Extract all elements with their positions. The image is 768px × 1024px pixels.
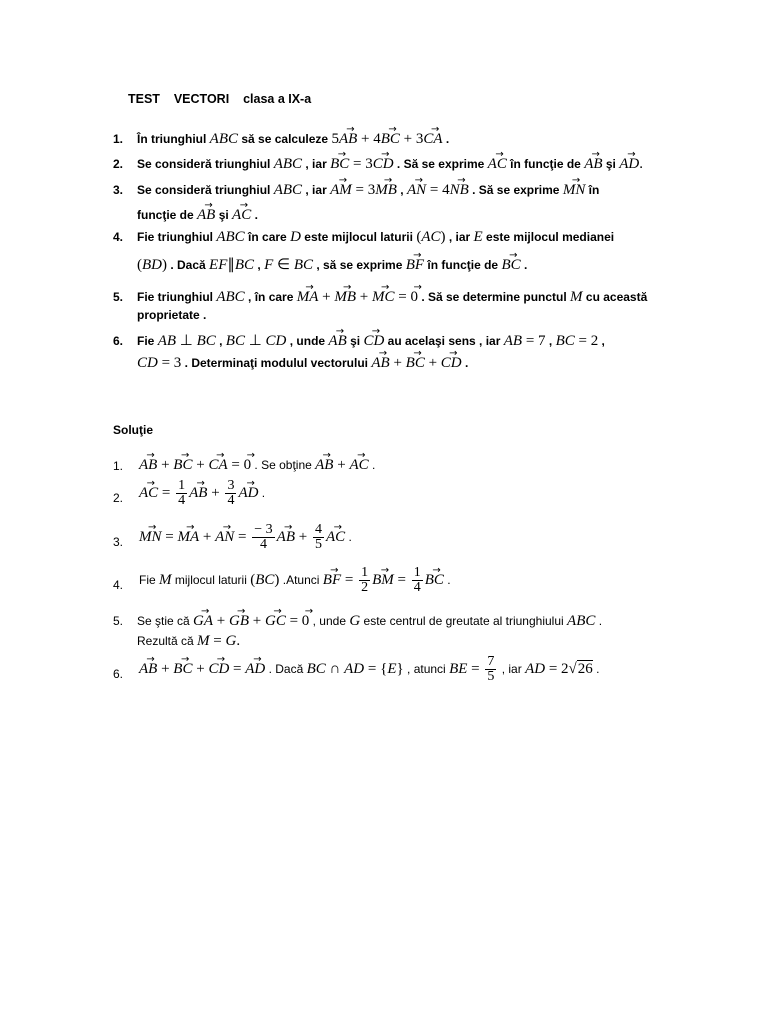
math-abc: ABC	[273, 156, 303, 172]
math-expression: → BC = 3→ CD	[330, 156, 393, 172]
problem-3-number: 3.	[113, 183, 124, 197]
math-m: M	[159, 572, 172, 588]
math-expression: BC ⊥ CD	[225, 333, 287, 349]
math-vector-ac: → AC	[488, 155, 507, 173]
math-abc: ABC	[216, 229, 245, 245]
problem-4-text: ,	[257, 258, 261, 272]
math-vector-cd: → CD	[363, 332, 384, 350]
problem-3-text: .	[254, 208, 258, 222]
problem-3-text: Se consideră triunghiul	[137, 183, 271, 197]
problem-2-text: în funcţie de	[510, 157, 581, 171]
problem-6-text: ,	[219, 334, 223, 348]
solution-4-number: 4.	[113, 578, 124, 592]
problem-2-text: şi	[605, 157, 616, 171]
math-vector-ab: → AB	[197, 206, 215, 224]
solution-4-text: .	[447, 573, 451, 587]
math-d: D	[290, 229, 301, 245]
math-expression: EF∥BC	[209, 257, 255, 273]
problem-5-continued: proprietate .	[137, 308, 207, 322]
math-abc: ABC	[567, 613, 596, 629]
problem-6-continued	[137, 354, 468, 372]
solution-6-number: 6.	[113, 667, 124, 681]
problem-5-number: 5.	[113, 290, 124, 304]
problem-4-text: , iar	[448, 230, 471, 244]
problem-6-text: ,	[601, 334, 605, 348]
problem-5-text: . Să se determine punctul	[421, 290, 567, 304]
solution-6-text: , iar	[501, 662, 522, 676]
math-expression: → GA + → GB + → GC = → 0	[193, 613, 309, 629]
problem-6	[137, 332, 605, 350]
problem-2-text: . Să se exprime	[396, 157, 485, 171]
problem-1-text: .	[445, 132, 450, 146]
math-expression: → AC = $\frac{1}{4}$ → AB + $\frac{3}{4}$ → AD	[139, 485, 258, 501]
problem-2: Se consideră triunghiul ABC , iar → BC = 3→ CD . Să se exprime → AC în funcţie de → AB şi → AD.	[137, 155, 643, 173]
problem-1-number: 1.	[113, 132, 124, 146]
problem-5-text: Fie triunghiul	[137, 290, 213, 304]
math-abc: ABC	[273, 182, 303, 198]
solution-2	[139, 478, 265, 508]
math-g: G	[349, 613, 361, 629]
problem-6-text: au acelaşi sens , iar	[387, 334, 501, 348]
math-expression: BC = 2	[555, 333, 599, 349]
math-e: E	[473, 229, 483, 245]
problem-3-text: , iar	[305, 183, 327, 197]
problem-4	[137, 228, 614, 246]
math-bd: (BD)	[137, 257, 167, 273]
solution-6-text: , atunci	[407, 662, 446, 676]
math-expression: → AN = 4→ NB	[407, 182, 469, 198]
problem-1-text: În triunghiul	[137, 132, 207, 146]
problem-6-text: .	[464, 356, 469, 370]
solution-5-text: Se ştie că	[137, 614, 190, 628]
math-expression: AB ⊥ BC	[157, 333, 216, 349]
problem-6-number: 6.	[113, 334, 124, 348]
solution-1-text: . Se obţine	[254, 458, 312, 472]
problem-1-text: să se calculeze	[241, 132, 329, 146]
math-expression: → MA + → MB + → MC = → 0	[297, 289, 418, 305]
math-ac: (AC)	[416, 229, 446, 245]
problem-3-continued	[137, 206, 258, 224]
math-abc: ABC	[216, 289, 245, 305]
solution-2-text: .	[261, 486, 266, 500]
problem-4-text: în funcţie de	[427, 258, 499, 272]
math-vector-bc: → BC	[501, 256, 520, 274]
problem-6-text: , unde	[289, 334, 326, 348]
solution-4-text: mijlocul laturii	[174, 573, 247, 587]
math-expression: M = G.	[197, 633, 241, 649]
math-expression: → AM = 3→ MB	[330, 182, 397, 198]
solution-5-number: 5.	[113, 614, 124, 628]
problem-5-text: cu această	[585, 290, 648, 304]
problem-4-text: , să se exprime	[316, 258, 403, 272]
solution-1	[139, 456, 375, 474]
math-expression: AD = 2√26	[525, 661, 593, 677]
problem-1	[137, 130, 449, 148]
solution-6-text: . Dacă	[268, 662, 304, 676]
problem-2-number: 2.	[113, 157, 124, 171]
problem-2-text: , iar	[305, 157, 327, 171]
math-expression: F ∈ BC	[264, 257, 313, 273]
solution-1-number: 1.	[113, 459, 124, 473]
problem-4-continued	[137, 256, 527, 274]
math-vector-ab: → AB	[328, 332, 346, 350]
math-expression: → AB + → BC + → CA = → 0	[139, 457, 251, 473]
solution-5-text: .	[598, 614, 603, 628]
math-expression: → AB + → AC	[315, 457, 368, 473]
math-vector-ad: → AD	[619, 155, 639, 173]
math-bc: (BC)	[250, 572, 280, 588]
problem-4-text: este mijlocul laturii	[304, 230, 413, 244]
problem-5-text: , în care	[248, 290, 294, 304]
problem-4-text: .	[523, 258, 528, 272]
solution-2-number: 2.	[113, 491, 124, 505]
problem-4-number: 4.	[113, 230, 124, 244]
problem-6-text: Fie	[137, 334, 155, 348]
math-expression: → BF = $\frac{1}{2}$ → BM = $\frac{1}{4}$ → BC	[323, 572, 444, 588]
solution-4	[139, 564, 451, 596]
math-expression: 5→ AB + 4→ BC + 3→ CA	[331, 131, 442, 147]
problem-5	[137, 288, 647, 306]
problem-4-text: în care	[248, 230, 287, 244]
solution-5	[137, 612, 602, 630]
math-vector-mn: → MN	[563, 181, 586, 199]
document-title: TEST VECTORI clasa a IX-a	[128, 92, 312, 106]
problem-3-text: şi	[218, 208, 229, 222]
solution-5-text: este centrul de greutate al triunghiului	[363, 614, 564, 628]
problem-4-text: . Dacă	[170, 258, 206, 272]
math-vector-ab: → AB	[584, 155, 602, 173]
math-abc: ABC	[209, 131, 239, 147]
solution-5-text: Rezultă că	[137, 634, 194, 648]
solution-6-text: .	[596, 662, 600, 676]
math-expression: → AB + → BC + → CD = → AD	[139, 661, 265, 677]
problem-6-text: şi	[350, 334, 361, 348]
problem-3-text: funcţie de	[137, 208, 194, 222]
math-expression: BE = $\frac{7}{5}$	[449, 654, 495, 685]
problem-3-text: ,	[400, 183, 404, 197]
math-expression: CD = 3	[137, 355, 182, 371]
solution-3-number: 3.	[113, 535, 124, 549]
math-expression: → MN = → MA + → AN = $\frac{- 3}{4}$ → AB + $\frac{4}{5}$ → AC	[139, 529, 345, 545]
problem-3-text: . Să se exprime	[472, 183, 560, 197]
problem-4-text: este mijlocul medianei	[486, 230, 615, 244]
solution-3-text: .	[348, 530, 352, 544]
problem-3-text: în	[588, 183, 600, 197]
math-vector-ac: → AC	[232, 206, 251, 224]
solution-1-text: .	[371, 458, 376, 472]
solution-heading: Soluţie	[113, 423, 154, 437]
problem-2-text: Se consideră triunghiul	[137, 157, 271, 171]
math-expression: BC ∩ AD = {E}	[306, 661, 404, 677]
solution-4-text: .Atunci	[282, 573, 320, 587]
problem-4-text: Fie triunghiul	[137, 230, 213, 244]
math-vector-bf: → BF	[406, 256, 424, 274]
math-m: M	[570, 289, 583, 305]
problem-6-text: . Determinaţi modulul vectorului	[184, 356, 369, 370]
math-expression: → AB + → BC + → CD	[371, 355, 461, 371]
math-expression: AB = 7	[503, 333, 546, 349]
problem-6-text: ,	[548, 334, 553, 348]
solution-3	[139, 520, 352, 554]
solution-6	[139, 652, 599, 686]
solution-5-text: , unde	[312, 614, 347, 628]
solution-4-text: Fie	[139, 573, 156, 587]
